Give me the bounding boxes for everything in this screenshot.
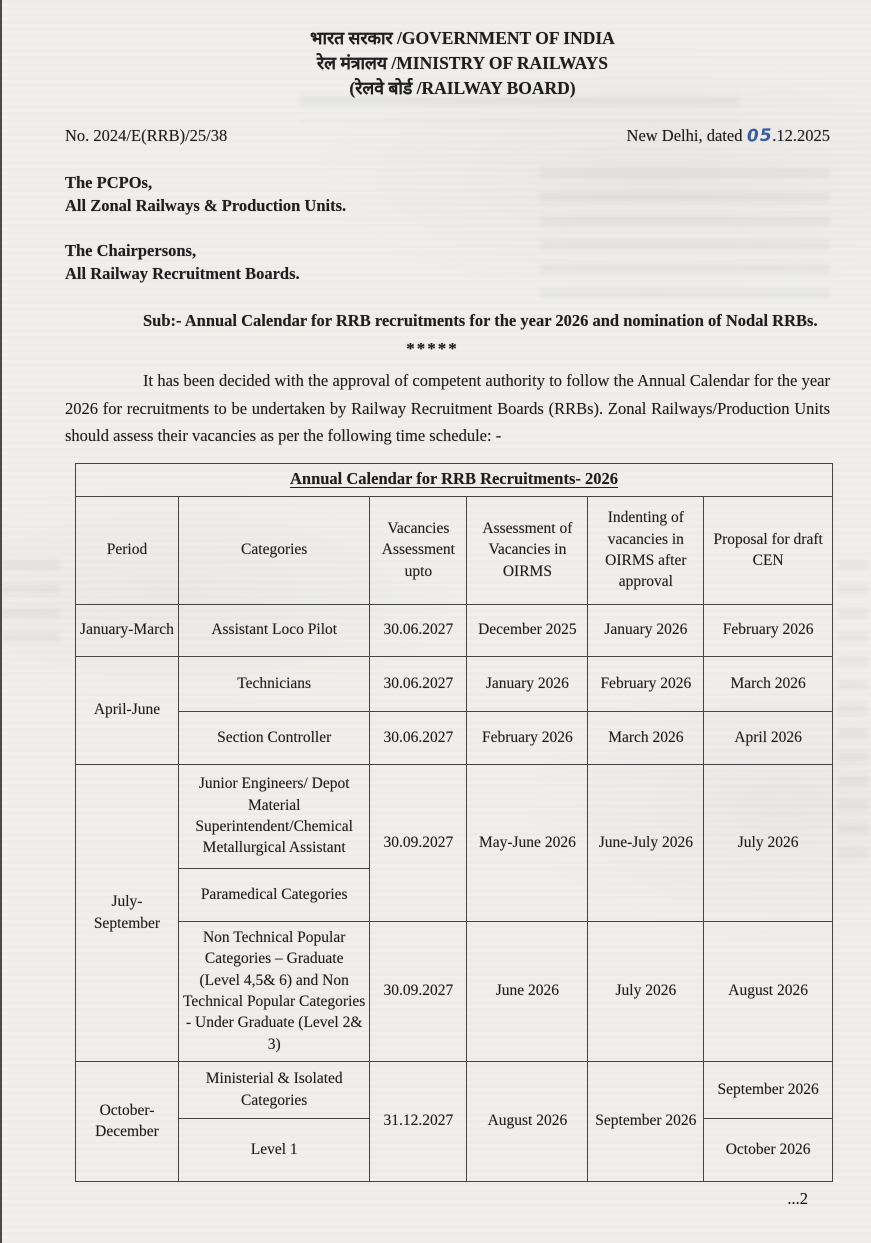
- cell-category: Ministerial & Isolated Categories: [178, 1061, 370, 1118]
- cell-indenting: September 2026: [588, 1061, 704, 1181]
- reference-number: No. 2024/E(RRB)/25/38: [65, 126, 228, 145]
- cell-assessment: December 2025: [467, 604, 588, 656]
- cell-proposal: February 2026: [704, 604, 833, 656]
- cell-assessment: June 2026: [467, 921, 588, 1061]
- header-indenting-oirms: Indenting of vacancies in OIRMS after approval: [588, 496, 704, 604]
- table-row: [76, 921, 833, 1061]
- cell-category: Paramedical Categories: [178, 868, 370, 921]
- table-title: Annual Calendar for RRB Recruitments- 2026: [289, 469, 618, 489]
- cell-proposal: October 2026: [704, 1118, 833, 1181]
- table-row: [76, 764, 833, 868]
- letterhead-railway-board: (रेलवे बोर्ड /RAILWAY BOARD): [349, 78, 576, 98]
- date-line: [627, 126, 830, 146]
- cell-proposal: August 2026: [704, 921, 833, 1061]
- page-continuation-marker: ...2: [787, 1188, 808, 1208]
- header-vacancies-assessment-upto: Vacancies Assessment upto: [370, 496, 467, 604]
- cell-vacancies-upto: 30.06.2027: [370, 656, 467, 711]
- table-title-cell: [76, 463, 833, 496]
- addressee-title: The PCPOs,: [65, 173, 153, 192]
- header-assessment-oirms: Assessment of Vacancies in OIRMS: [467, 496, 588, 604]
- cell-vacancies-upto: 30.09.2027: [370, 764, 467, 921]
- bleedthrough-artifact: [2, 560, 60, 650]
- cell-proposal: July 2026: [704, 764, 833, 921]
- cell-category: Assistant Loco Pilot: [178, 604, 370, 656]
- cell-proposal: September 2026: [704, 1061, 833, 1118]
- reference-row: [65, 126, 830, 146]
- addressee-pcpos: [65, 171, 830, 217]
- bleedthrough-artifact: [838, 560, 868, 860]
- cell-period: January-March: [76, 604, 179, 656]
- cell-assessment: August 2026: [467, 1061, 588, 1181]
- letterhead-govt-of-india: भारत सरकार /GOVERNMENT OF INDIA: [310, 28, 615, 48]
- place-and-dated-label: New Delhi, dated: [626, 126, 743, 145]
- cell-proposal: March 2026: [704, 656, 833, 711]
- header-proposal-cen: Proposal for draft CEN: [704, 496, 833, 604]
- cell-category: Level 1: [178, 1118, 370, 1181]
- cell-indenting: February 2026: [588, 656, 704, 711]
- letterhead-ministry-of-railways: रेल मंत्रालय /MINISTRY OF RAILWAYS: [316, 53, 609, 73]
- addressee-title: The Chairpersons,: [65, 241, 197, 260]
- cell-period: July-September: [76, 764, 179, 1061]
- cell-indenting: July 2026: [588, 921, 704, 1061]
- letterhead: [95, 26, 830, 101]
- asterisk-separator: *****: [406, 339, 459, 358]
- cell-vacancies-upto: 30.06.2027: [370, 604, 467, 656]
- cell-category: Non Technical Popular Categories – Graduate (Level 4,5& 6) and Non Technical Popular Categories - Under Graduate (Level 2& 3): [178, 921, 370, 1061]
- scan-edge-line: [0, 0, 2, 1243]
- cell-period: October-December: [76, 1061, 179, 1181]
- cell-indenting: January 2026: [588, 604, 704, 656]
- body-paragraph: It has been decided with the approval of competent authority to follow the Annual Calendar for the year 2026 for recruitments to be undertaken by Railway Recruitment Boards (RRBs). Zonal Railways/Production Units should assess their vacancies as per the following time schedule: -: [65, 371, 830, 445]
- table-row: [76, 656, 833, 711]
- cell-period: April-June: [76, 656, 179, 764]
- table-row: [76, 711, 833, 764]
- cell-category: Section Controller: [178, 711, 370, 764]
- cell-vacancies-upto: 30.06.2027: [370, 711, 467, 764]
- header-categories: Categories: [178, 496, 370, 604]
- table-row: [76, 1061, 833, 1118]
- cell-vacancies-upto: 31.12.2027: [370, 1061, 467, 1181]
- cell-indenting: June-July 2026: [588, 764, 704, 921]
- cell-category: Junior Engineers/ Depot Material Superintendent/Chemical Metallurgical Assistant: [178, 764, 370, 868]
- addressee-org: All Zonal Railways & Production Units.: [65, 196, 347, 215]
- cell-assessment: May-June 2026: [467, 764, 588, 921]
- cell-vacancies-upto: 30.09.2027: [370, 921, 467, 1061]
- table-row: [76, 604, 833, 656]
- cell-category: Technicians: [178, 656, 370, 711]
- subject-line: Sub:- Annual Calendar for RRB recruitments for the year 2026 and nomination of Nodal RRBs.: [143, 311, 818, 330]
- cell-assessment: January 2026: [467, 656, 588, 711]
- table-header-row: [76, 496, 833, 604]
- addressee-chairpersons: [65, 239, 830, 285]
- handwritten-date-day: 05: [746, 125, 773, 147]
- cell-indenting: March 2026: [588, 711, 704, 764]
- recruitment-calendar-table: [75, 463, 833, 1182]
- cell-proposal: April 2026: [704, 711, 833, 764]
- addressee-org: All Railway Recruitment Boards.: [65, 264, 300, 283]
- header-period: Period: [76, 496, 179, 604]
- date-month-year: .12.2025: [772, 126, 830, 145]
- cell-assessment: February 2026: [467, 711, 588, 764]
